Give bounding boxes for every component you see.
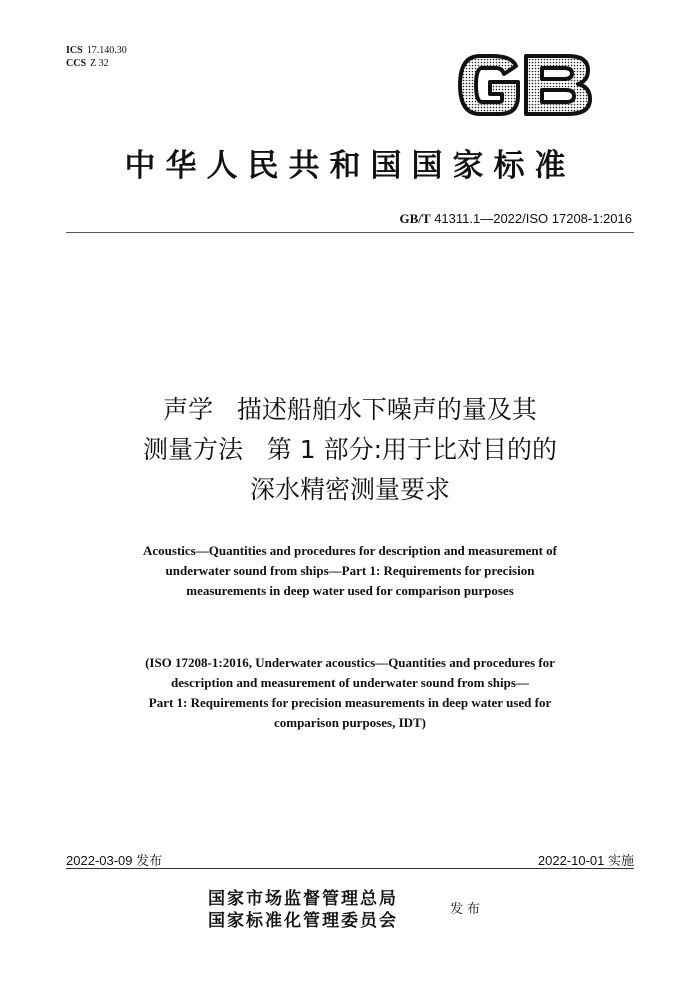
iso-reference-line: (ISO 17208-1:2016, Underwater acoustics—Quantities and procedures for [145, 655, 555, 670]
iso-reference-line: Part 1: Requirements for precision measurements in deep water used for [148, 695, 552, 710]
header-divider [66, 232, 634, 233]
issuing-authorities [208, 888, 398, 932]
iso-reference-line: comparison purposes, IDT) [273, 715, 427, 730]
chinese-title-line: 深水精密测量要求 [249, 475, 450, 504]
implementation-date: 2022-10-01 实施 [537, 853, 634, 868]
issuer-sac: 国家标准化管理委员会 [208, 911, 398, 931]
classification-codes [66, 44, 127, 70]
iso-reference-line: description and measurement of underwater sound from ships— [171, 675, 529, 690]
standard-number: GB/T 41311.1—2022/ISO 17208-1:2016 [399, 211, 632, 226]
chinese-title [0, 390, 700, 510]
english-title [60, 541, 640, 601]
gb-logo [456, 52, 594, 118]
english-title-line: underwater sound from ships—Part 1: Requirements for precision [165, 563, 535, 578]
english-title-line: measurements in deep water used for comparison purposes [186, 583, 514, 598]
footer-divider [66, 868, 634, 869]
chinese-title-line: 测量方法 第 1 部分:用于比对目的的 [142, 435, 558, 464]
iso-equivalence-reference [50, 653, 650, 733]
english-title-line: Acoustics—Quantities and procedures for description and measurement of [143, 543, 557, 558]
ccs-code: CCS Z 32 [66, 58, 109, 69]
ics-code: ICS 17.140.30 [66, 45, 127, 56]
national-standard-title: 中华人民共和国国家标准 [124, 148, 576, 184]
chinese-title-line: 声学 描述船舶水下噪声的量及其 [163, 395, 537, 424]
issue-date: 2022-03-09 发布 [66, 853, 163, 868]
publish-label: 发布 [450, 902, 485, 917]
issuer-samr: 国家市场监督管理总局 [208, 889, 398, 909]
